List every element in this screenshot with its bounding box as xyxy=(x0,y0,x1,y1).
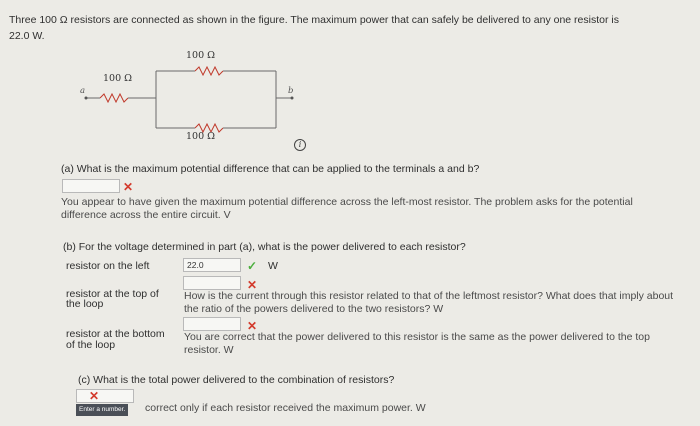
resistor-left-input[interactable]: 22.0 xyxy=(183,258,241,272)
resistor-top-feedback: How is the current through this resistor related to that of the leftmost resistor? What does that imply about the ratio of the powers delivered to the two resistors? W xyxy=(184,290,674,315)
part-a-answer-input[interactable] xyxy=(62,179,120,193)
problem-statement-line1: Three 100 Ω resistors are connected as shown in the figure. The maximum power that can safely be delivered to any one resistor is xyxy=(9,14,619,26)
x-mark-icon: ✕ xyxy=(89,389,100,403)
resistor-left-label: resistor on the left xyxy=(66,260,150,272)
resistor-top-label-line2: the loop xyxy=(66,298,104,310)
part-b-question: (b) For the voltage determined in part (a), what is the power delivered to each resistor? xyxy=(63,241,466,253)
x-mark-icon: ✕ xyxy=(123,180,134,194)
part-a-feedback: You appear to have given the maximum potential difference across the left-most resistor. The problem asks for the potential difference across the entire circuit. V xyxy=(61,196,633,221)
label-top-resistor: 100 Ω xyxy=(186,50,216,61)
node-b-label: b xyxy=(288,86,294,96)
part-a-question: (a) What is the maximum potential difference that can be applied to the terminals a and b? xyxy=(61,163,480,175)
terminal-b xyxy=(291,97,294,100)
x-mark-icon: ✕ xyxy=(247,319,258,333)
resistor-top-label-line1: resistor at the top of xyxy=(66,288,159,300)
label-left-resistor: 100 Ω xyxy=(103,73,133,84)
resistor-bottom-label-line1: resistor at the bottom xyxy=(66,328,165,340)
resistor-top xyxy=(195,67,223,75)
part-c-feedback: correct only if each resistor received the maximum power. W xyxy=(145,402,426,414)
part-c-question: (c) What is the total power delivered to the combination of resistors? xyxy=(78,374,395,386)
resistor-bottom-label-line2: of the loop xyxy=(66,339,116,351)
node-a-label: a xyxy=(80,86,86,96)
resistor-left-unit: W xyxy=(268,260,278,272)
resistor-left xyxy=(100,94,128,102)
enter-number-tooltip: Enter a number. xyxy=(76,404,128,416)
terminal-a xyxy=(85,97,88,100)
label-bottom-resistor: 100 Ω xyxy=(186,131,216,142)
resistor-top-input[interactable] xyxy=(183,276,241,290)
part-c-input[interactable] xyxy=(76,389,134,403)
x-mark-icon: ✕ xyxy=(247,278,258,292)
resistor-bottom-feedback: You are correct that the power delivered to this resistor is the same as the power delivered to the top resistor. W xyxy=(184,331,650,356)
check-icon: ✓ xyxy=(247,259,258,273)
resistor-bottom-input[interactable] xyxy=(183,317,241,331)
info-icon[interactable]: i xyxy=(294,139,306,151)
problem-statement-line2: 22.0 W. xyxy=(9,30,45,42)
